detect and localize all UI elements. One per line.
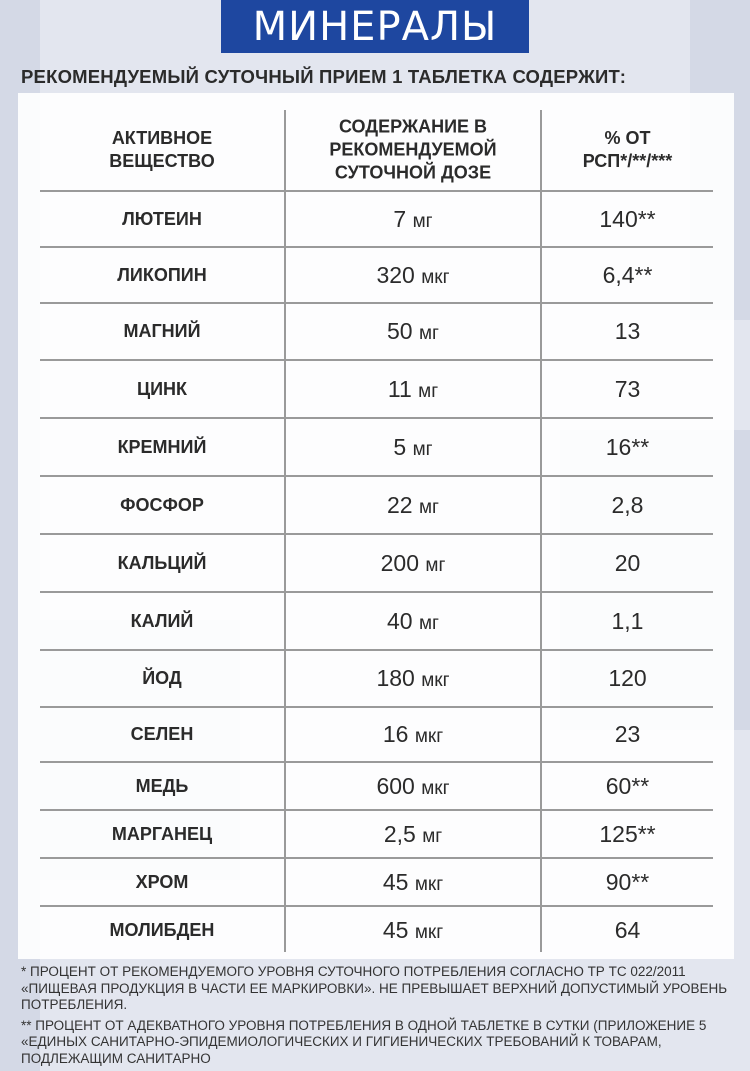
table-row: [40, 811, 713, 859]
substance-name: КРЕМНИЙ: [117, 436, 207, 457]
dose-unit: мг: [418, 323, 439, 344]
footnote: * ПРОЦЕНТ ОТ РЕКОМЕНДУЕМОГО УРОВНЯ СУТОЧНОГО ПОТРЕБЛЕНИЯ СОГЛАСНО ТР ТС 022/2011 «ПИЩЕВАЯ ПРОДУКЦИЯ В ЧАСТИ ЕЕ МАРКИРОВКИ». НЕ ПРЕВЫШАЕТ ВЕРХНИЙ ДОПУСТИМЫЙ УРОВЕНЬ ПОТРЕБЛЕНИЯ.: [21, 964, 728, 1012]
dose-unit: мкг: [414, 873, 444, 895]
substance-name: КАЛЬЦИЙ: [117, 552, 207, 573]
title-banner: [221, 0, 529, 53]
percent-value: 1,1: [611, 607, 644, 634]
dose-amount-cell: [286, 773, 540, 800]
dose-amount: 7: [393, 206, 407, 232]
dose-amount: 320: [376, 261, 415, 288]
header-line: СУТОЧНОЙ ДОЗЕ: [334, 162, 492, 183]
percent-value: 23: [614, 721, 641, 747]
percent-value: 125**: [599, 820, 656, 847]
percent-value: 60**: [605, 772, 650, 799]
percent-value: 2,8: [611, 491, 644, 518]
dose-unit: мг: [425, 554, 446, 576]
dose-amount-cell: [286, 665, 540, 692]
dose-unit: мг: [418, 496, 439, 518]
dose-amount: 180: [376, 665, 415, 691]
table-row: [40, 304, 713, 361]
percent-value: 64: [614, 917, 641, 943]
table-row: [40, 708, 713, 763]
table-row: [40, 651, 713, 708]
dose-amount: 45: [382, 868, 409, 895]
footnotes: [21, 964, 736, 1071]
footnote: ** ПРОЦЕНТ ОТ АДЕКВАТНОГО УРОВНЯ ПОТРЕБЛЕНИЯ В ОДНОЙ ТАБЛЕТКЕ В СУТКИ (ПРИЛОЖЕНИЕ 5 «ЕДИНЫХ САНИТАРНО-ЭПИДЕМИОЛОГИЧЕСКИХ И ГИГИЕНИЧЕСКИХ ТРЕБОВАНИЙ К ТОВАРАМ, ПОДЛЕЖАЩИМ САНИТАРНО: [21, 1017, 707, 1066]
table-row: [40, 535, 713, 593]
header-cell-col3: [542, 127, 713, 173]
dose-amount: 50: [387, 318, 413, 344]
percent-value: 73: [614, 375, 641, 402]
substance-name: МАРГАНЕЦ: [111, 823, 213, 844]
table-row: [40, 419, 713, 477]
page-subtitle: РЕКОМЕНДУЕМЫЙ СУТОЧНЫЙ ПРИЕМ 1 ТАБЛЕТКА СОДЕРЖИТ:: [21, 66, 627, 87]
dose-unit: мг: [418, 380, 439, 402]
dose-amount-cell: [286, 550, 540, 577]
dose-unit: мкг: [421, 670, 450, 691]
dose-unit: мг: [412, 211, 433, 232]
header-line: АКТИВНОЕ: [111, 128, 213, 148]
dose-unit: мкг: [414, 922, 444, 943]
dose-amount: 40: [387, 607, 413, 634]
substance-name: СЕЛЕН: [130, 724, 194, 744]
substance-name: МОЛИБДЕН: [109, 920, 215, 940]
dose-unit: мг: [422, 825, 443, 847]
dose-amount-cell: [286, 262, 540, 289]
substance-name: ХРОМ: [135, 871, 189, 892]
percent-value: 90**: [605, 868, 650, 895]
table-row: [40, 763, 713, 811]
dose-amount-cell: [286, 492, 540, 519]
header-line: ВЕЩЕСТВО: [109, 151, 215, 171]
header-cell-col2: [286, 116, 540, 185]
substance-name: ФОСФОР: [120, 494, 204, 515]
dose-amount-cell: [286, 721, 540, 748]
dose-amount: 2,5: [383, 820, 416, 847]
percent-value: 6,4**: [602, 261, 653, 288]
dose-amount: 45: [382, 917, 409, 943]
dose-amount: 600: [376, 772, 415, 799]
header-line: РСП*/**/***: [582, 151, 673, 171]
percent-value: 20: [614, 549, 641, 576]
dose-amount-cell: [286, 434, 540, 461]
substance-name: ЛЮТЕИН: [122, 209, 202, 229]
table-row: [40, 477, 713, 535]
dose-amount-cell: [286, 608, 540, 635]
page-title: МИНЕРАЛЫ: [252, 3, 498, 50]
header-line: % ОТ: [604, 128, 651, 148]
dose-amount-cell: [286, 206, 540, 233]
dose-amount: 16: [382, 721, 409, 747]
table-row: [40, 859, 713, 907]
table-row: [40, 593, 713, 651]
dose-unit: мг: [418, 612, 439, 634]
dose-amount: 11: [387, 375, 412, 402]
dose-unit: мг: [412, 438, 433, 460]
percent-value: 120: [608, 665, 647, 691]
table-row: [40, 907, 713, 954]
header-line: СОДЕРЖАНИЕ В: [338, 116, 488, 137]
dose-amount: 22: [387, 491, 413, 518]
substance-name: ЙОД: [142, 668, 182, 688]
dose-unit: мкг: [414, 726, 444, 747]
percent-value: 16**: [605, 433, 650, 460]
header-cell-col1: [40, 127, 284, 173]
dose-amount: 200: [380, 549, 419, 576]
percent-value: 13: [614, 318, 641, 344]
table-header-row: [40, 110, 713, 192]
substance-name: МАГНИЙ: [123, 321, 201, 341]
table-row: [40, 361, 713, 419]
percent-value: 140**: [599, 206, 656, 232]
substance-name: КАЛИЙ: [130, 610, 194, 631]
header-line: РЕКОМЕНДУЕМОЙ: [329, 139, 497, 160]
dose-amount-cell: [286, 376, 540, 403]
dose-unit: мкг: [421, 777, 450, 799]
substance-name: ЛИКОПИН: [117, 264, 207, 285]
dose-amount-cell: [286, 318, 540, 345]
dose-amount-cell: [286, 869, 540, 896]
substance-name: МЕДЬ: [135, 775, 189, 796]
substance-name: ЦИНК: [136, 378, 188, 399]
dose-amount-cell: [286, 821, 540, 848]
dose-amount: 5: [393, 433, 407, 460]
table-row: [40, 193, 713, 248]
dose-amount-cell: [286, 917, 540, 944]
table-row: [40, 248, 713, 304]
dose-unit: мкг: [421, 266, 450, 288]
